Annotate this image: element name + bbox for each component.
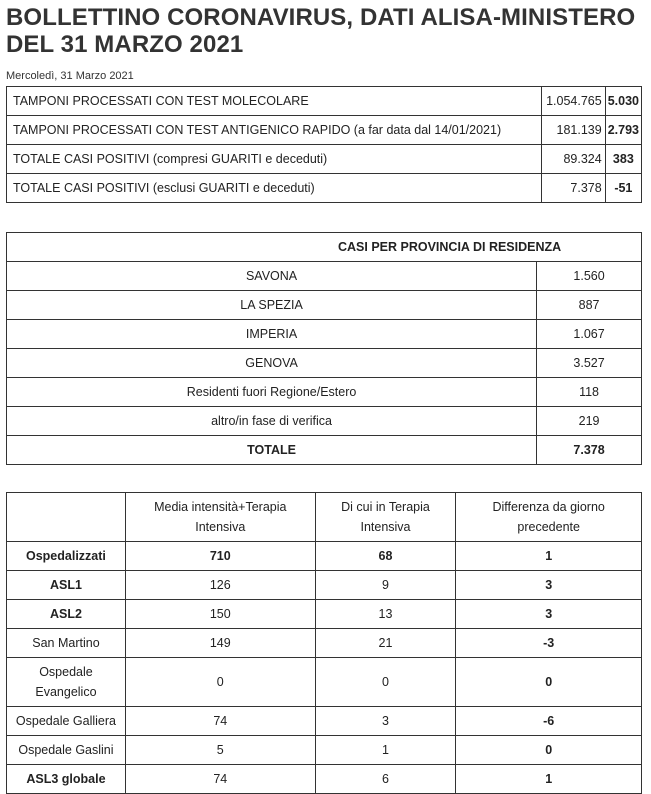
summary-delta: 5.030 xyxy=(605,87,641,116)
header-cell-terapia: Di cui in Terapia Intensiva xyxy=(315,493,456,542)
province-name: Residenti fuori Regione/Estero xyxy=(7,378,537,407)
hospital-name: Ospedale Gaslini xyxy=(7,736,126,765)
province-name: GENOVA xyxy=(7,349,537,378)
hospital-terapia: 1 xyxy=(315,736,456,765)
hospital-terapia: 3 xyxy=(315,707,456,736)
hospital-row xyxy=(7,542,642,571)
hospital-diff: 3 xyxy=(456,571,642,600)
province-row xyxy=(7,262,642,291)
summary-total: 1.054.765 xyxy=(541,87,605,116)
summary-label: TOTALE CASI POSITIVI (esclusi GUARITI e deceduti) xyxy=(7,174,542,203)
header-cell-diff: Differenza da giorno precedente xyxy=(456,493,642,542)
province-total-row xyxy=(7,436,642,465)
hospital-name: San Martino xyxy=(7,629,126,658)
summary-total: 181.139 xyxy=(541,116,605,145)
hospital-name: Ospedale Galliera xyxy=(7,707,126,736)
province-value: 118 xyxy=(537,378,642,407)
hospital-name: ASL3 globale xyxy=(7,765,126,794)
hospital-row xyxy=(7,765,642,794)
summary-total: 89.324 xyxy=(541,145,605,174)
summary-label: TAMPONI PROCESSATI CON TEST MOLECOLARE xyxy=(7,87,542,116)
hospital-table xyxy=(6,492,642,794)
hospital-media: 710 xyxy=(125,542,315,571)
hospital-terapia: 68 xyxy=(315,542,456,571)
hospital-diff: 3 xyxy=(456,600,642,629)
summary-delta: 383 xyxy=(605,145,641,174)
hospital-diff: 0 xyxy=(456,658,642,707)
province-row xyxy=(7,291,642,320)
hospital-diff: 0 xyxy=(456,736,642,765)
province-heading: CASI PER PROVINCIA DI RESIDENZA xyxy=(7,233,642,262)
hospital-name: ASL1 xyxy=(7,571,126,600)
summary-delta: -51 xyxy=(605,174,641,203)
hospital-media: 5 xyxy=(125,736,315,765)
publication-date: Mercoledì, 31 Marzo 2021 xyxy=(6,70,134,82)
hospital-row xyxy=(7,629,642,658)
hospital-diff: -3 xyxy=(456,629,642,658)
summary-label: TAMPONI PROCESSATI CON TEST ANTIGENICO RAPIDO (a far data dal 14/01/2021) xyxy=(7,116,542,145)
hospital-media: 149 xyxy=(125,629,315,658)
hospital-name: ASL2 xyxy=(7,600,126,629)
province-name: altro/in fase di verifica xyxy=(7,407,537,436)
hospital-diff: 1 xyxy=(456,542,642,571)
hospital-media: 74 xyxy=(125,707,315,736)
header-cell-empty xyxy=(7,493,126,542)
province-row xyxy=(7,320,642,349)
province-row xyxy=(7,378,642,407)
page-title: BOLLETTINO CORONAVIRUS, DATI ALISA-MINISTERO DEL 31 MARZO 2021 xyxy=(6,4,636,58)
hospital-name: Ospedalizzati xyxy=(7,542,126,571)
hospital-row xyxy=(7,600,642,629)
province-row xyxy=(7,349,642,378)
summary-table xyxy=(6,86,642,203)
hospital-media: 150 xyxy=(125,600,315,629)
province-row xyxy=(7,407,642,436)
summary-total: 7.378 xyxy=(541,174,605,203)
summary-row xyxy=(7,174,642,203)
summary-row xyxy=(7,145,642,174)
province-name: IMPERIA xyxy=(7,320,537,349)
summary-delta: 2.793 xyxy=(605,116,641,145)
hospital-terapia: 21 xyxy=(315,629,456,658)
province-total-label: TOTALE xyxy=(7,436,537,465)
province-value: 1.067 xyxy=(537,320,642,349)
province-name: SAVONA xyxy=(7,262,537,291)
province-table xyxy=(6,232,642,465)
hospital-row xyxy=(7,658,642,707)
hospital-row xyxy=(7,707,642,736)
summary-row xyxy=(7,87,642,116)
hospital-media: 0 xyxy=(125,658,315,707)
province-total-value: 7.378 xyxy=(537,436,642,465)
hospital-row xyxy=(7,736,642,765)
header-cell-media: Media intensità+Terapia Intensiva xyxy=(125,493,315,542)
province-name: LA SPEZIA xyxy=(7,291,537,320)
province-value: 887 xyxy=(537,291,642,320)
hospital-terapia: 6 xyxy=(315,765,456,794)
hospital-terapia: 13 xyxy=(315,600,456,629)
hospital-diff: -6 xyxy=(456,707,642,736)
province-value: 219 xyxy=(537,407,642,436)
summary-row xyxy=(7,116,642,145)
hospital-diff: 1 xyxy=(456,765,642,794)
summary-label: TOTALE CASI POSITIVI (compresi GUARITI e deceduti) xyxy=(7,145,542,174)
hospital-terapia: 0 xyxy=(315,658,456,707)
hospital-media: 126 xyxy=(125,571,315,600)
province-value: 1.560 xyxy=(537,262,642,291)
hospital-media: 74 xyxy=(125,765,315,794)
hospital-header-row xyxy=(7,493,642,542)
hospital-row xyxy=(7,571,642,600)
province-header-row xyxy=(7,233,642,262)
hospital-name: Ospedale Evangelico xyxy=(7,658,126,707)
province-value: 3.527 xyxy=(537,349,642,378)
hospital-terapia: 9 xyxy=(315,571,456,600)
